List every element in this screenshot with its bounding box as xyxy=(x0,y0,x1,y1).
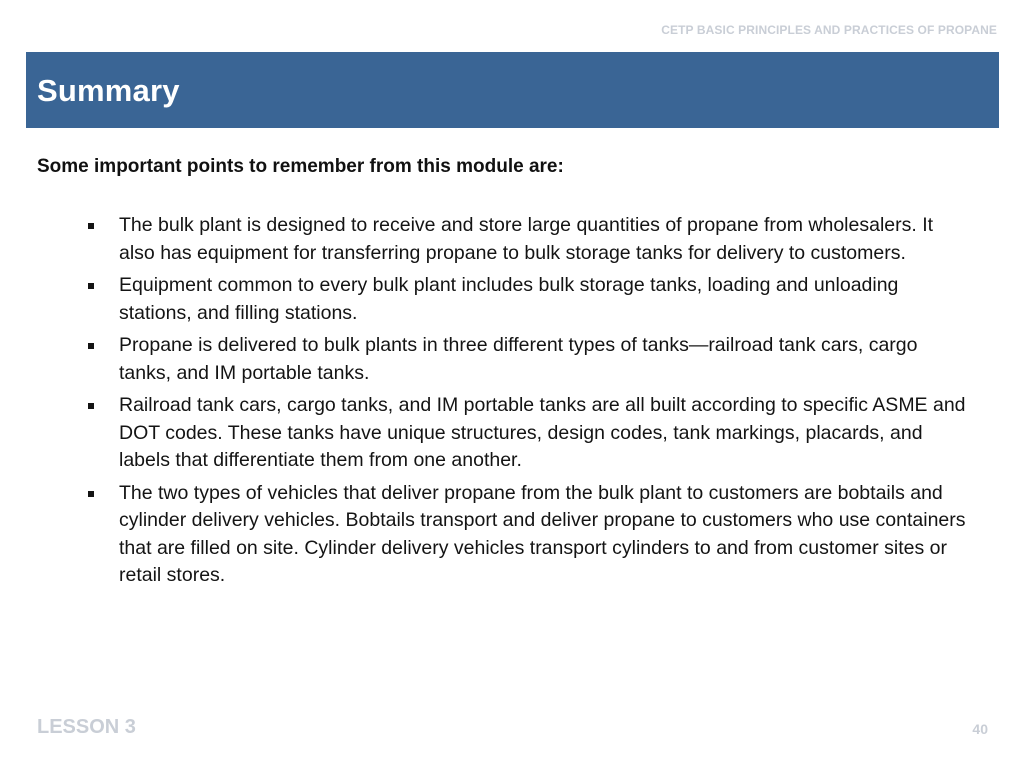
bullet-text: The bulk plant is designed to receive and store large quantities of propane from wholesalers. It also has equipment for transferring propane to bulk storage tanks for delivery to customers. xyxy=(119,214,934,264)
bullet-item xyxy=(86,332,966,387)
bullet-text: The two types of vehicles that deliver propane from the bulk plant to customers are bobtails and cylinder delivery vehicles. Bobtails transport and deliver propane to customers who use containers that are filled on site. Cylinder delivery vehicles transport cylinders to and from customer sites or retail stores. xyxy=(119,481,966,586)
bullet-text: Propane is delivered to bulk plants in three different types of tanks—railroad tank cars, cargo tanks, and IM portable tanks. xyxy=(119,334,918,384)
intro-text: Some important points to remember from this module are: xyxy=(37,156,564,177)
page-title: Summary xyxy=(37,73,180,108)
square-bullet-icon xyxy=(88,343,94,349)
square-bullet-icon xyxy=(88,491,94,497)
footer-lesson-label: LESSON 3 xyxy=(37,716,136,738)
header-caption: CETP BASIC PRINCIPLES AND PRACTICES OF PROPANE xyxy=(661,23,997,37)
title-bar xyxy=(26,52,999,128)
bullet-item xyxy=(86,480,966,590)
bullet-item xyxy=(86,212,966,267)
square-bullet-icon xyxy=(88,223,94,229)
bullet-text: Railroad tank cars, cargo tanks, and IM portable tanks are all built according to specific ASME and DOT codes. These tanks have unique structures, design codes, tank markings, placards, and labels that differentiate them from one another. xyxy=(119,394,966,471)
bullet-item xyxy=(86,392,966,475)
page-number: 40 xyxy=(972,721,988,737)
bullet-text: Equipment common to every bulk plant includes bulk storage tanks, loading and unloading stations, and filling stations. xyxy=(119,274,899,324)
square-bullet-icon xyxy=(88,403,94,409)
summary-bullet-list xyxy=(86,212,966,595)
square-bullet-icon xyxy=(88,283,94,289)
bullet-item xyxy=(86,272,966,327)
